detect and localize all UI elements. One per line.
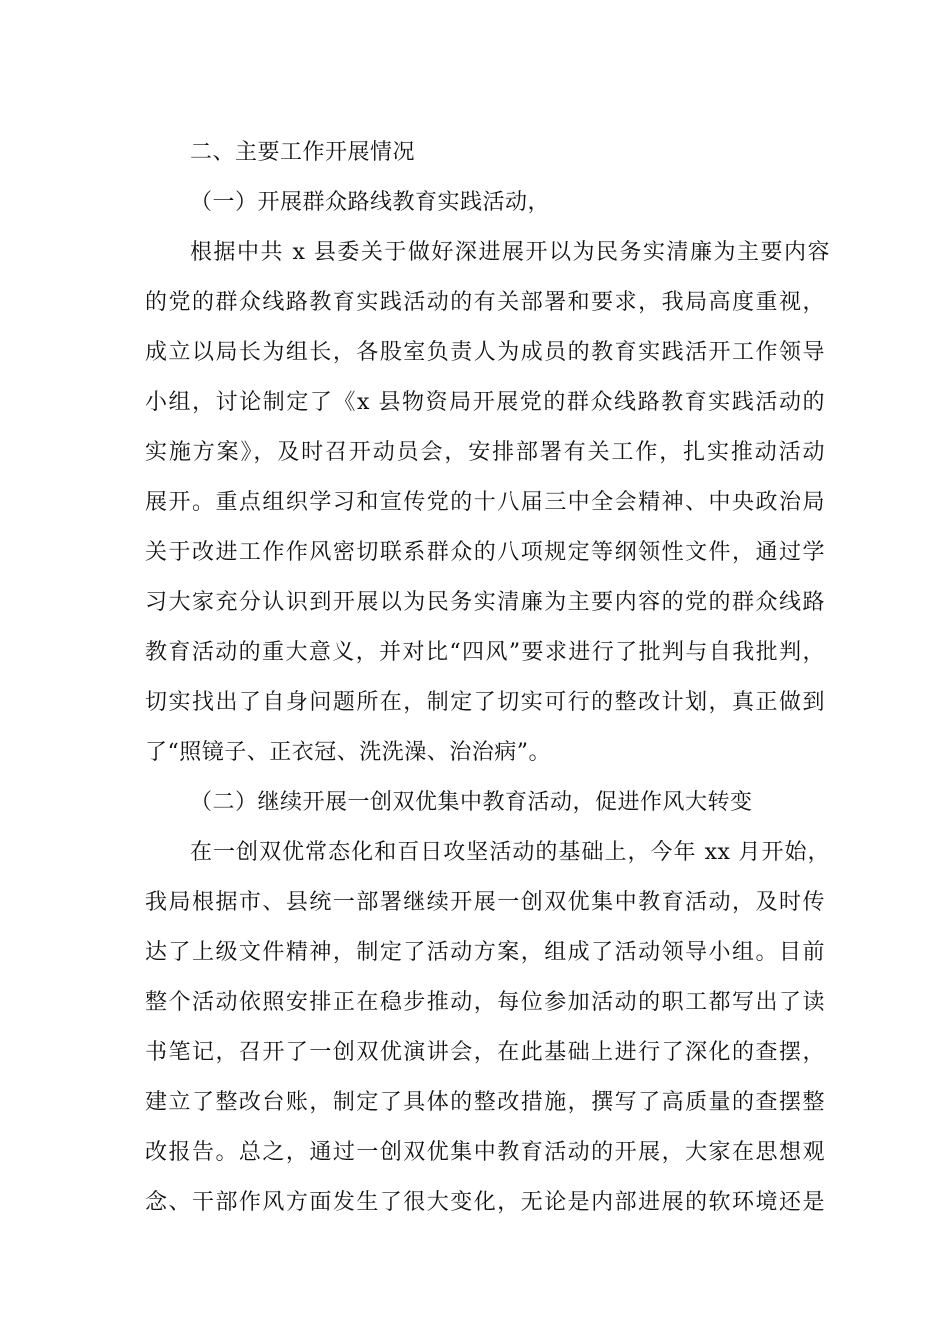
paragraph-1-line: 根据中共 x 县委关于做好深进展开以为民务实清廉为主要内容 bbox=[190, 240, 830, 265]
paragraph-1-line: 的党的群众线路教育实践活动的有关部署和要求，我局高度重视， bbox=[145, 290, 825, 315]
paragraph-1-line: 展开。重点组织学习和宣传党的十八届三中全会精神、中央政治局 bbox=[145, 490, 825, 515]
section-heading: 二、主要工作开展情况 bbox=[190, 140, 416, 165]
paragraph-2-line: 建立了整改台账，制定了具体的整改措施，撰写了高质量的查摆整 bbox=[145, 1090, 825, 1115]
paragraph-1-line: 关于改进工作作风密切联系群众的八项规定等纲领性文件，通过学 bbox=[145, 540, 825, 565]
paragraph-1-line: 教育活动的重大意义，并对比“四风”要求进行了批判与自我批判， bbox=[145, 640, 825, 665]
paragraph-1-line: 小组，讨论制定了《x 县物资局开展党的群众线路教育实践活动的 bbox=[145, 390, 825, 415]
paragraph-1-line: 实施方案》，及时召开动员会，安排部署有关工作，扎实推动活动 bbox=[145, 440, 825, 465]
paragraph-1-line: 切实找出了自身问题所在，制定了切实可行的整改计划，真正做到 bbox=[145, 690, 825, 715]
paragraph-2-line: 我局根据市、县统一部署继续开展一创双优集中教育活动，及时传 bbox=[145, 890, 825, 915]
paragraph-2-line: 改报告。总之，通过一创双优集中教育活动的开展，大家在思想观 bbox=[145, 1140, 825, 1165]
paragraph-2-line: 书笔记，召开了一创双优演讲会，在此基础上进行了深化的查摆， bbox=[145, 1040, 825, 1065]
paragraph-2-line: 在一创双优常态化和百日攻坚活动的基础上，今年 xx 月开始， bbox=[190, 840, 830, 865]
paragraph-2-line: 整个活动依照安排正在稳步推动，每位参加活动的职工都写出了读 bbox=[145, 990, 825, 1015]
paragraph-2-line: 达了上级文件精神，制定了活动方案，组成了活动领导小组。目前 bbox=[145, 940, 825, 965]
paragraph-1-line: 习大家充分认识到开展以为民务实清廉为主要内容的党的群众线路 bbox=[145, 590, 825, 615]
paragraph-1-line: 成立以局长为组长，各股室负责人为成员的教育实践活开工作领导 bbox=[145, 340, 825, 365]
subsection-heading-2: （二）继续开展一创双优集中教育活动，促进作风大转变 bbox=[190, 790, 753, 815]
subsection-heading-1: （一）开展群众路线教育实践活动， bbox=[190, 190, 551, 215]
paragraph-1-line: 了“照镜子、正衣冠、洗洗澡、治治病”。 bbox=[145, 740, 551, 765]
paragraph-2-line: 念、干部作风方面发生了很大变化，无论是内部进展的软环境还是 bbox=[145, 1190, 825, 1215]
